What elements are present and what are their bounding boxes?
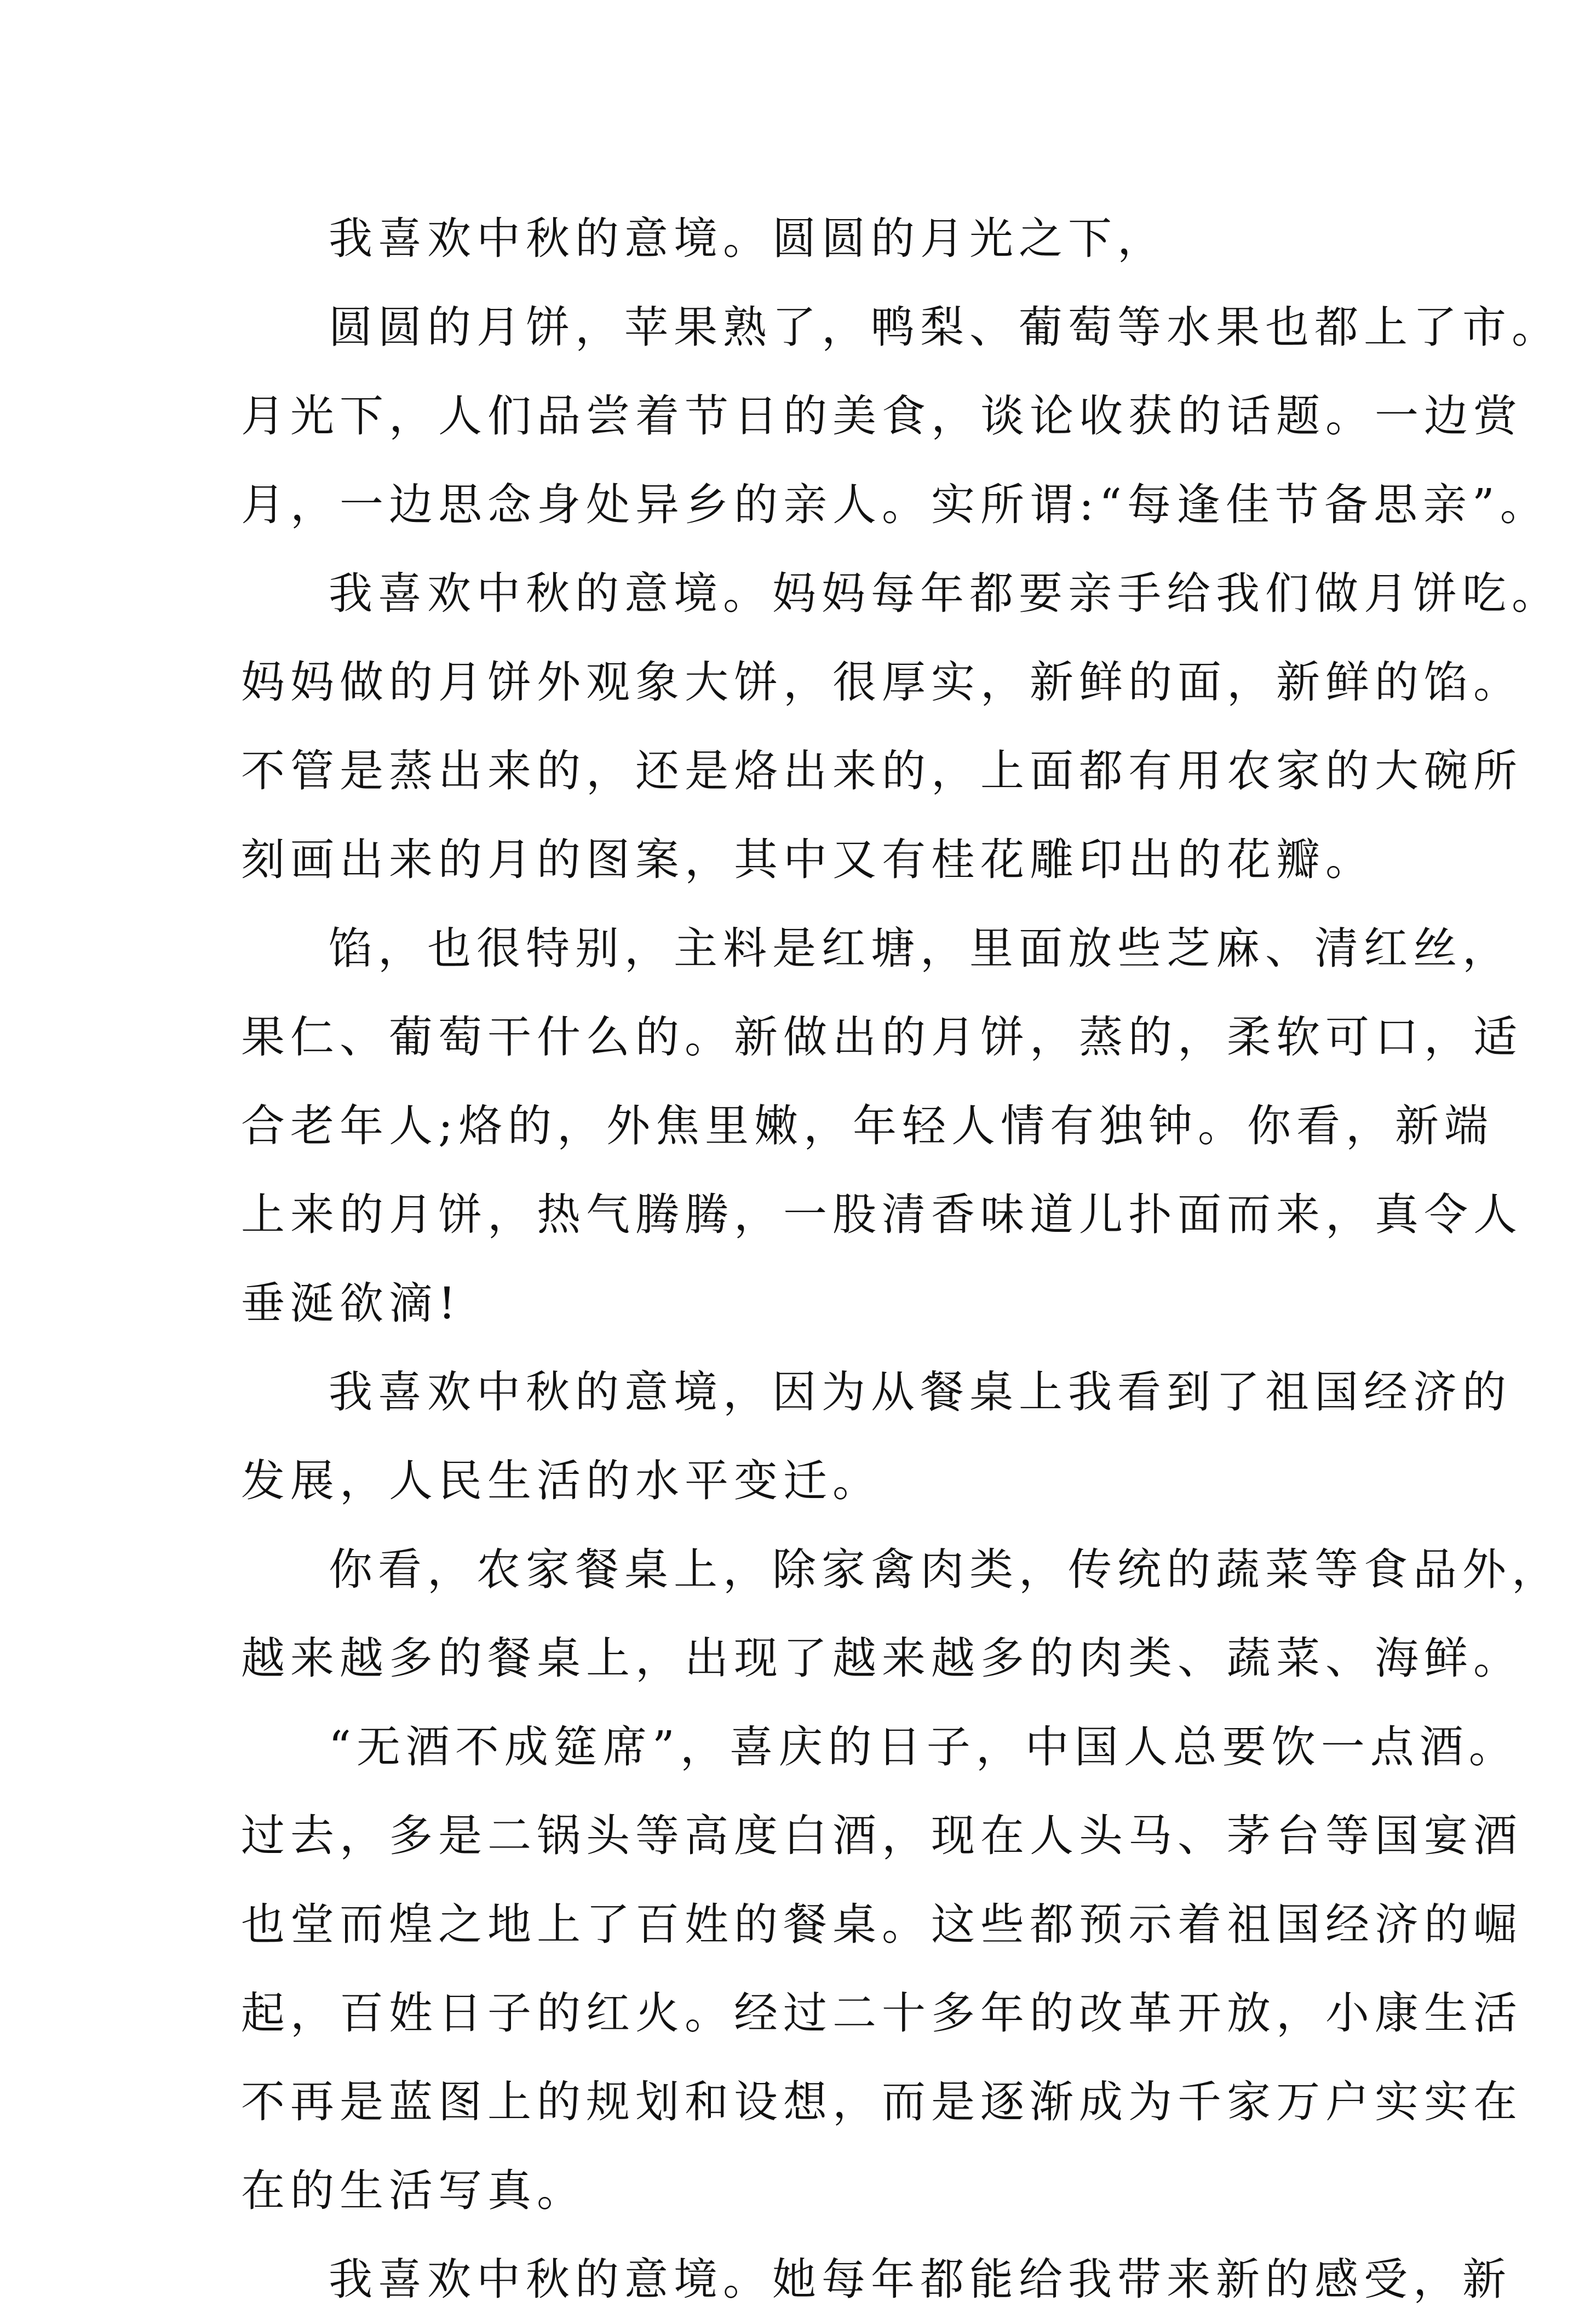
text-line: 垂涎欲滴! bbox=[241, 1278, 462, 1329]
text-line: 圆圆的月饼，苹果熟了，鸭梨、葡萄等水果也都上了市。 bbox=[329, 302, 1561, 353]
text-line: 不管是蒸出来的，还是烙出来的，上面都有用农家的大碗所 bbox=[241, 745, 1523, 796]
text-line: 妈妈做的月饼外观象大饼，很厚实，新鲜的面，新鲜的馅。 bbox=[241, 657, 1523, 708]
text-line: 也堂而煌之地上了百姓的餐桌。这些都预示着祖国经济的崛 bbox=[241, 1899, 1523, 1950]
text-line: 发展，人民生活的水平变迁。 bbox=[241, 1455, 882, 1506]
text-line: 合老年人;烙的，外焦里嫩，年轻人情有独钟。你看，新端 bbox=[241, 1100, 1494, 1151]
text-line: 月光下，人们品尝着节日的美食，谈论收获的话题。一边赏 bbox=[241, 391, 1523, 441]
text-line: 我喜欢中秋的意境。她每年都能给我带来新的感受，新 bbox=[329, 2254, 1512, 2305]
text-line: 不再是蓝图上的规划和设想，而是逐渐成为千家万户实实在 bbox=[241, 2076, 1523, 2127]
text-line: 刻画出来的月的图案，其中又有桂花雕印出的花瓣。 bbox=[241, 834, 1375, 885]
text-line: 我喜欢中秋的意境。圆圆的月光之下， bbox=[329, 213, 1167, 264]
text-line: 果仁、葡萄干什么的。新做出的月饼，蒸的，柔软可口，适 bbox=[241, 1012, 1523, 1063]
text-line: 月，一边思念身处异乡的亲人。实所谓:“每逢佳节备思亲”。 bbox=[241, 479, 1549, 530]
text-line: 馅，也很特别，主料是红塘，里面放些芝麻、清红丝， bbox=[329, 923, 1512, 974]
text-line: 起，百姓日子的红火。经过二十多年的改革开放，小康生活 bbox=[241, 1988, 1523, 2039]
text-line: “无酒不成筵席”，喜庆的日子，中国人总要饮一点酒。 bbox=[329, 1722, 1518, 1772]
document-body bbox=[241, 194, 1561, 2324]
text-line: 越来越多的餐桌上，出现了越来越多的肉类、蔬菜、海鲜。 bbox=[241, 1633, 1523, 1684]
text-line: 我喜欢中秋的意境。妈妈每年都要亲手给我们做月饼吃。 bbox=[329, 568, 1561, 619]
text-line: 你看，农家餐桌上，除家禽肉类，传统的蔬菜等食品外， bbox=[329, 1544, 1561, 1595]
text-line: 我喜欢中秋的意境，因为从餐桌上我看到了祖国经济的 bbox=[329, 1367, 1512, 1418]
text-line: 在的生活写真。 bbox=[241, 2165, 586, 2216]
text-line: 上来的月饼，热气腾腾，一股清香味道儿扑面而来，真令人 bbox=[241, 1189, 1523, 1240]
text-line: 过去，多是二锅头等高度白酒，现在人头马、茅台等国宴酒 bbox=[241, 1810, 1523, 1861]
